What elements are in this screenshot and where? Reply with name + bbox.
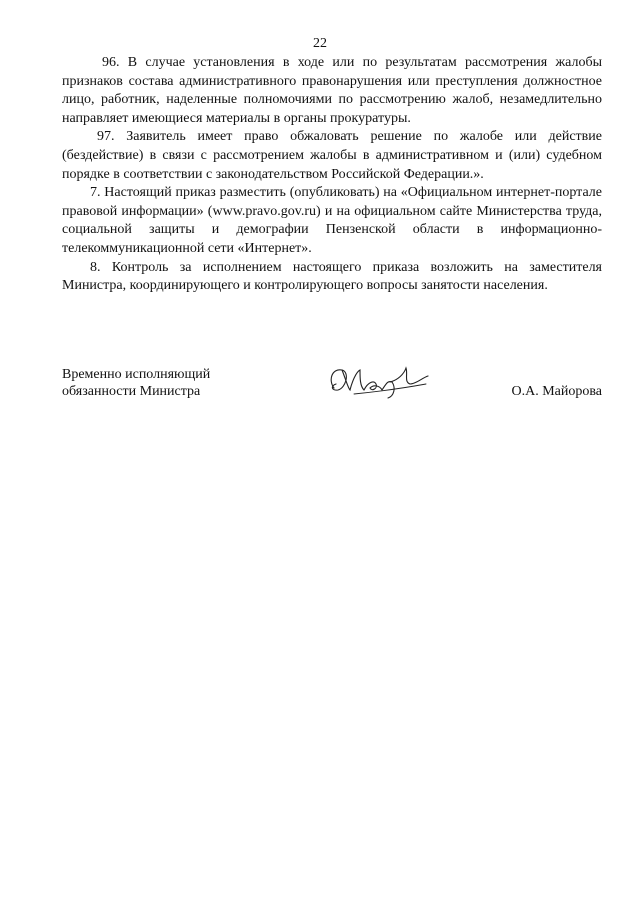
paragraph-8: 8. Контроль за исполнением настоящего приказа возложить на заместителя Министра, координирующего и контролирующего вопросы занятости населения.	[62, 259, 602, 294]
signer-position	[62, 366, 210, 400]
paragraph-96: 96. В случае установления в ходе или по результатам рассмотрения жалобы признаков состава административного правонарушения или преступления должностное лицо, работник, наделенные полномочиями по рассмотрению жалоб, незамедлительно направляет имеющиеся материалы в органы прокуратуры.	[62, 55, 602, 126]
paragraph-7: 7. Настоящий приказ разместить (опубликовать) на «Официальном интернет-портале правовой информации» (www.pravo.gov.ru) и на официальном сайте Министерства труда, социальной защиты и демографии Пензенской области в информационно-телекоммуникационной сети «Интернет».	[62, 185, 602, 256]
page-number: 22	[313, 36, 327, 51]
document-body	[62, 54, 602, 296]
handwritten-signature	[324, 358, 434, 402]
paragraph-97: 97. Заявитель имеет право обжаловать решение по жалобе или действие (бездействие) в связи с рассмотрением жалобы в административном и (или) судебном порядке в соответствии с законодательством Российской Федерации.».	[62, 129, 602, 182]
signer-name: О.А. Майорова	[511, 384, 602, 399]
position-line-2: обязанности Министра	[62, 384, 201, 399]
position-line-1: Временно исполняющий	[62, 367, 211, 382]
signature-block	[62, 366, 602, 406]
